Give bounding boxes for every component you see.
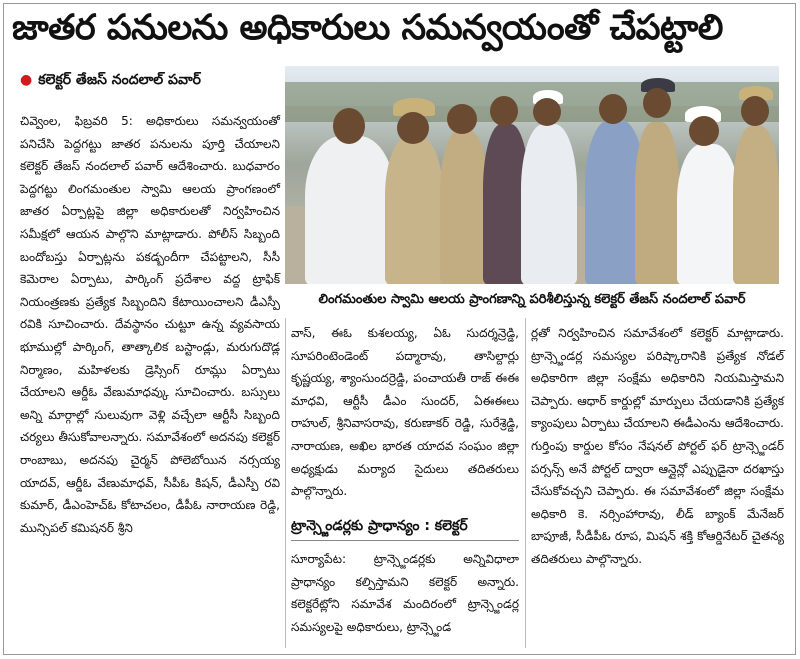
photo-figure <box>521 124 577 284</box>
sub-heading: ట్రాన్స్జెండర్లకు ప్రాధాన్యం : కలెక్టర్ <box>291 518 468 534</box>
article-column-2 <box>291 322 519 503</box>
photo-caption: లింగమంతుల స్వామి ఆలయ ప్రాంగణాన్ని పరిశీలిస్తున్న కలెక్టర్ తేజస్ నందలాల్ పవార్ <box>318 292 746 307</box>
photo-figure-head <box>447 104 477 134</box>
article-paragraph: సూర్యాపేట: ట్రాన్స్జెండర్లకు అన్నివిధాలా ప్రాధాన్యం కల్పిస్తామని కలెక్టర్ అన్నారు. కలెక్టరేట్లోని సమావేశ మందిరంలో ట్రాన్స్జెండర్ల సమస్యలపై అధికారులు, ట్రాన్స్జెండ <box>291 552 519 634</box>
article-column-2b <box>291 548 519 638</box>
photo-figure <box>677 144 739 284</box>
byline <box>20 72 201 91</box>
photo-figure <box>385 136 443 284</box>
photo-figure <box>733 126 779 284</box>
photo-figure-head <box>689 116 719 146</box>
news-photo <box>285 66 779 284</box>
photo-figure-head <box>741 96 769 126</box>
article-paragraph: ర్లతో నిర్వహించిన సమావేశంలో కలెక్టర్ మాట్లాడారు. ట్రాన్స్జెండర్ల సమస్యల పరిష్కారానికి ప్రత్యేక నోడల్ అధికారిగా జిల్లా సంక్షేమ అధికారిని నియమిస్తామని చెప్పారు. ఆధార్ కార్డుల్లో మార్పులు చేయడానికి ప్రత్యేక క్యాంపులు ఏర్పాటు చేయాలని ఈడీఎంను ఆదేశించారు. గుర్తింపు కార్డుల కోసం నేషనల్ పోర్టల్ ఫర్ ట్రాన్స్జెండర్ పర్సన్స్ అనే పోర్టల్ ద్వారా ఆన్లైన్లో ఎప్పుడైనా దరఖాస్తు చేసుకోవచ్చని చెప్పారు. ఈ సమావేశంలో జిల్లా సంక్షేమ అధికారి కె. నర్సింహారావు, లీడ్ బ్యాంక్ మేనేజర్ బాపూజీ, సీడీపీఓ రూప, మిషన్ శక్తి కోఆర్డినేటర్ చైతన్య తదితరులు పాల్గొన్నారు. <box>531 326 784 566</box>
article-paragraph: చివ్వెంల, ఫిబ్రవరి 5: అధికారులు సమన్వయంతో పనిచేసి పెద్దగట్టు జాతర పనులను పూర్తి చేయాలని కలెక్టర్ తేజస్ నందలాల్ పవార్ ఆదేశించారు. బుధవారం పెద్దగట్టు లింగమంతుల స్వామి ఆలయ ప్రాంగణంలో జాతర ఏర్పాట్లపై జిల్లా అధికారులతో నిర్వహించిన సమీక్షలో ఆయన పాల్గొని మాట్లాడారు. పోలీస్ సిబ్బంది బందోబస్తు ఏర్పాట్లను పకడ్బందీగా చేపట్టాలని, సీసీ కెమెరాల ఏర్పాటు, పార్కింగ్ ప్రదేశాల వద్ద ట్రాఫిక్ నియంత్రణకు ప్రత్యేక సిబ్బందిని కేటాయించాలని డీఎస్పీ రవికి సూచించారు. దేవస్థానం చుట్టూ ఉన్న వ్యవసాయ భూముల్లో పార్కింగ్, తాత్కాలిక బస్టాండ్లు, మరుగుదొడ్ల నిర్మాణం, మహిళలకు డ్రెస్సింగ్ రూమ్లు ఏర్పాటు చేయాలని ఆర్డీఓ వేణుమాధవ్కు సూచించారు. బస్సులు అన్ని మార్గాల్లో సులువుగా వెళ్లి వచ్చేలా ఆర్టీసీ సిబ్బంది చర్యలు తీసుకోవాలన్నారు. సమావేశంలో అదనపు కలెక్టర్ రాంబాబు, అదనపు చైర్మన్ పోలెబోయిన నర్సయ్య యాదవ్, ఆర్డీఓ వేణుమాధవ్, సీపీఓ కిషన్, డీఎస్పీ రవి కుమార్, డీఎంహెచ్ఓ కోటాచలం, డీపీఓ నారాయణ రెడ్డి, మున్సిపల్ కమిషనర్ శ్రీని <box>20 114 280 535</box>
photo-figure <box>635 122 679 284</box>
photo-figure-head <box>643 88 671 118</box>
photo-figure-head <box>490 96 518 126</box>
photo-figure-head <box>397 112 429 144</box>
bullet-icon: ● <box>20 72 33 88</box>
photo-figure <box>305 136 395 284</box>
headline: జాతర పనులను అధికారులు సమన్వయంతో చేపట్టాలి <box>12 8 723 48</box>
photo-figure <box>440 130 488 284</box>
byline-text: కలెక్టర్ తేజస్ నందలాల్ పవార్ <box>38 72 201 88</box>
column-divider <box>285 318 286 648</box>
article-column-3 <box>531 322 784 571</box>
article-column-1 <box>20 110 280 539</box>
column-divider <box>525 318 526 648</box>
sub-heading-rule <box>291 540 519 541</box>
article-paragraph: వాస్, ఈఓ కుశలయ్య, ఏఓ సుదర్శన్రెడ్డి, సూపరింటెండెంట్ పద్మారావు, తాసిల్దార్లు కృష్ణయ్య, శ్యాంసుందర్రెడ్డి, పంచాయతీ రాజ్ ఈఈ మాధవి, ఆర్టీసీ డీఎం సుందర్, ఏఈఈలు రాహుల్, శ్రీనివాసరావు, కరుణాకర్ రెడ్డి, సురేశ్రెడ్డి, నారాయణ, అఖిల భారత యాదవ సంఘం జిల్లా అధ్యక్షుడు మర్యాద సైదులు తదితరులు పాల్గొన్నారు. <box>291 326 519 499</box>
photo-figure-head <box>333 108 365 144</box>
photo-figure-head <box>533 98 561 126</box>
photo-figure-head <box>599 94 627 124</box>
